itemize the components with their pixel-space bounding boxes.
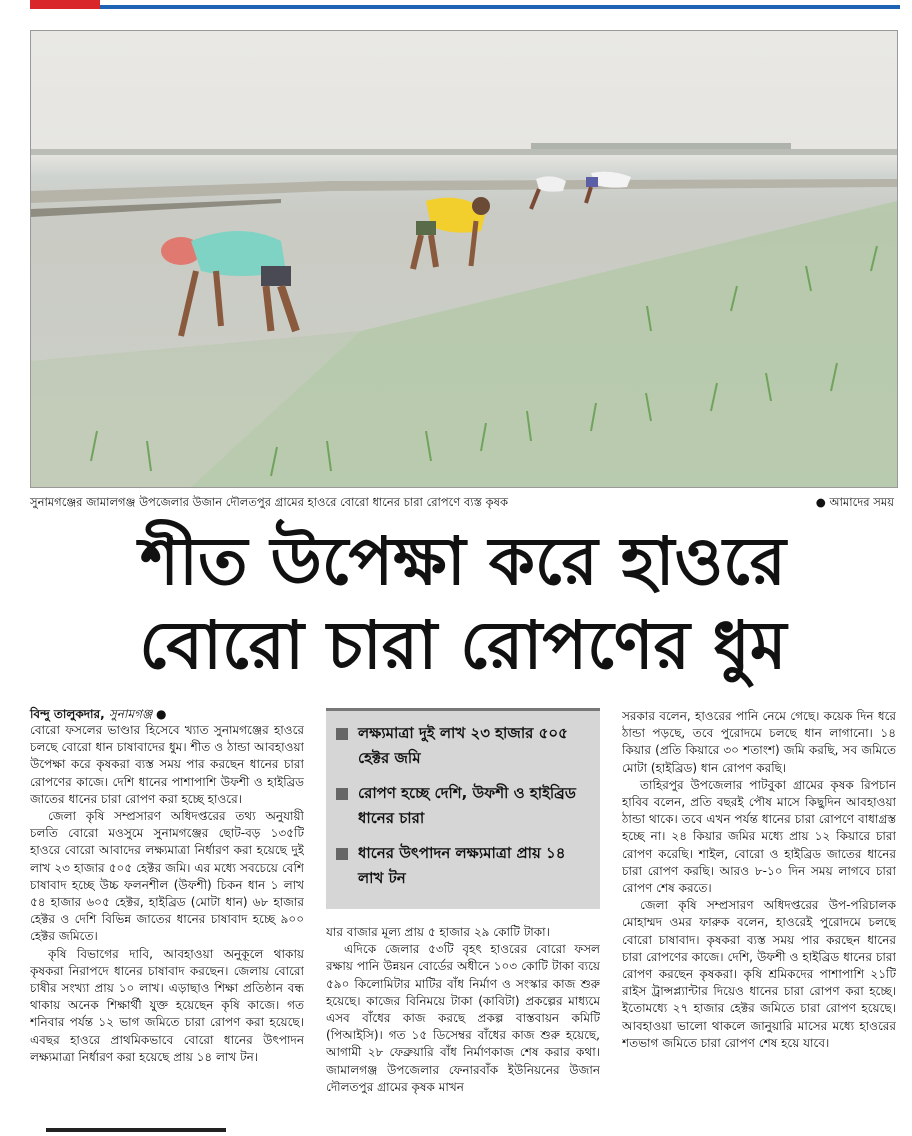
distant-trees xyxy=(531,143,791,149)
field-dike-dark xyxy=(31,199,281,217)
footer-rule xyxy=(46,1128,226,1132)
highlight-item xyxy=(336,841,586,891)
square-bullet-icon xyxy=(336,788,348,800)
photo-illustration xyxy=(31,31,897,487)
article-column-1 xyxy=(30,722,304,1122)
top-accent-bar-blue xyxy=(100,5,900,9)
paragraph: জেলা কৃষি সম্প্রসারণ অধিদপ্তরের তথ্য অনুযায়ী চলতি বোরো মওসুমে সুনামগঞ্জের ছোট-বড় ১৩৫টি হাওরে বোরো আবাদের লক্ষ্যমাত্রা নির্ধারণ করা হয়েছে দুই লাখ ২৩ হাজার ৫০৫ হেক্টর জমি। এর মধ্যে সবচেয়ে বেশি চাষাবাদ হচ্ছে উচ্চ ফলনশীল (উফশী) চিকন ধান ১ লাখ ৫৪ হাজার ৬০৫ হেক্টর, হাইব্রিড (মোটা ধান) ৬৮ হাজার হেক্টর ও দেশি বিভিন্ন জাতের ধানের চাষাবাদ হচ্ছে ৯০০ হেক্টর জমিতে। xyxy=(30,809,304,944)
headline-line-1: শীত উপেক্ষা করে হাওরে xyxy=(140,523,786,600)
byline-place: সুনামগঞ্জ ● xyxy=(108,707,167,721)
distant-shoreline xyxy=(31,149,897,155)
paragraph: সরকার বলেন, হাওরের পানি নেমে গেছে। কয়েক দিন ধরে ঠান্ডা পড়ছে, তবে পুরোদমে চলছে ধান লাগানো। ১৪ কিয়ার (প্রতি কিয়ারে ৩০ শতাংশ) জমি করছি, সব জমিতে মোটা (হাইব্রিড) ধান রোপণ করছি। xyxy=(622,709,896,775)
headline-line-2: বোরো চারা রোপণের ধুম xyxy=(139,607,787,684)
article-column-3 xyxy=(622,708,896,1124)
photo-credit: ● আমাদের সময় xyxy=(815,495,894,509)
photo-caption: সুনামগঞ্জের জামালগঞ্জ উপজেলার উজান দৌলতপুর গ্রামের হাওরে বোরো ধানের চারা রোপণে ব্যস্ত কৃষক xyxy=(30,495,508,509)
square-bullet-icon xyxy=(336,848,348,860)
rice-field-photo xyxy=(30,30,898,488)
paragraph: জেলা কৃষি সম্প্রসারণ অধিদপ্তরের উপ-পরিচালক মোহাম্মদ ওমর ফারুক বলেন, হাওরেই পুরোদমে চলছে বোরো চাষাবাদ। কৃষকরা ব্যস্ত সময় পার করছেন ধানের চারা রোপণের কাজে। দেশি, উফশী ও হাইব্রিড ধানের চারা রোপণ করছেন কৃষকরা। কৃষি শ্রমিকদের পাশাপাশি ২১টি রাইস ট্রান্সপ্ল্যান্টার দিয়েও ধানের চারা রোপণ করা হচ্ছে। ইতোমধ্যে ২৭ হাজার হেক্টর জমিতে চারা রোপণ হয়েছে। আবহাওয়া ভালো থাকলে জানুয়ারি মাসের মধ্যে হাওরের শতভাগ জমিতে চারা রোপণ শেষ হয়ে যাবে। xyxy=(622,898,896,1050)
byline-author: বিন্দু তালুকদার, xyxy=(30,707,105,721)
headline xyxy=(30,520,896,688)
paragraph: যার বাজার মূল্য প্রায় ৫ হাজার ২৯ কোটি টাকা। xyxy=(326,925,550,939)
highlight-item xyxy=(336,721,586,771)
paragraph: এদিকে জেলার ৫৩টি বৃহৎ হাওরের বোরো ফসল রক্ষায় পানি উন্নয়ন বোর্ডের অধীনে ১০৩ কোটি টাকা ব্যয়ে ৫৯০ কিলোমিটার মাটির বাঁধ নির্মাণ ও সংস্কার কাজ শুরু হয়েছে। কাজের বিনিময়ে টাকা (কাবিটা) প্রকল্পের মাধ্যমে এসব বাঁধের কাজ করছে প্রকল্প বাস্তবায়ন কমিটি (পিআইসি)। গত ১৫ ডিসেম্বর বাঁধের কাজ শুরু হয়েছে, আগামী ২৮ ফেব্রুয়ারি বাঁধ নির্মাণকাজ শেষ করার কথা। জামালগঞ্জ উপজেলার ফেনারবাঁক ইউনিয়নের উজান দৌলতপুর গ্রামের কৃষক মাখন xyxy=(326,942,600,1094)
paragraph: তাহিরপুর উপজেলার পাটবুকা গ্রামের কৃষক রিপচান হাবিব বলেন, প্রতি বছরই পৌষ মাসে কিছুদিন আবহাওয়া ঠান্ডা থাকে। তবে এখন পর্যন্ত ধানের চারা রোপণে বাধাগ্রস্ত হচ্ছে না। ২৪ কিয়ার জমির মধ্যে প্রায় ১২ কিয়ারে চারা রোপণ করেছি। শাইল, বোরো ও হাইব্রিড জাতের ধানের চারা রোপণ করছি। আরও ৮-১০ দিন সময় লাগবে চারা রোপণ শেষ করতে। xyxy=(622,777,896,896)
highlight-text: রোপণ হচ্ছে দেশি, উফশী ও হাইব্রিড ধানের চারা xyxy=(358,784,576,827)
farmer-figure-2 xyxy=(413,197,490,269)
field-dike xyxy=(31,179,897,203)
paragraph: বোরো ফসলের ভাণ্ডার হিসেবে খ্যাত সুনামগঞ্জের হাওরে চলছে বোরো ধান চাষাবাদের ধুম। শীত ও ঠান্ডা আবহাওয়া উপেক্ষা করে কৃষকরা ব্যস্ত সময় পার করছেন ধানের চারা রোপণের কাজে। দেশি ধানের পাশাপাশি উফশী ও হাইব্রিড জাতের ধানের চারা রোপণ করা হচ্ছে হাওরে। xyxy=(30,723,304,806)
highlight-text: ধানের উৎপাদন লক্ষ্যমাত্রা প্রায় ১৪ লাখ টন xyxy=(358,844,566,887)
top-accent-bar-red xyxy=(30,0,100,9)
paragraph: কৃষি বিভাগের দাবি, আবহাওয়া অনুকূলে থাকায় কৃষকরা নিরাপদে ধানের চাষাবাদ করছেন। জেলায় বোরো চাষীর সংখ্যা প্রায় ১০ লাখ। এড়াছাও শিক্ষা প্রতিষ্ঠান বন্ধ থাকায় অনেক শিক্ষার্থী যুক্ত হয়েছেন কৃষি কাজে। গত শনিবার পর্যন্ত ১২ ভাগ জমিতে চারা রোপণ করা হয়েছে। এবছর হাওরে প্রাথমিকভাবে বোরো ধানের উৎপাদন লক্ষ্যমাত্রা নির্ধারণ করা হয়েছে প্রায় ১৪ লাখ টন। xyxy=(30,946,304,1064)
highlight-text: লক্ষ্যমাত্রা দুই লাখ ২৩ হাজার ৫০৫ হেক্টর জমি xyxy=(358,724,568,767)
farmer-figure-1 xyxy=(161,231,296,336)
square-bullet-icon xyxy=(336,728,348,740)
highlight-item xyxy=(336,781,586,831)
article-column-2 xyxy=(326,924,600,1124)
highlight-box xyxy=(326,708,600,909)
